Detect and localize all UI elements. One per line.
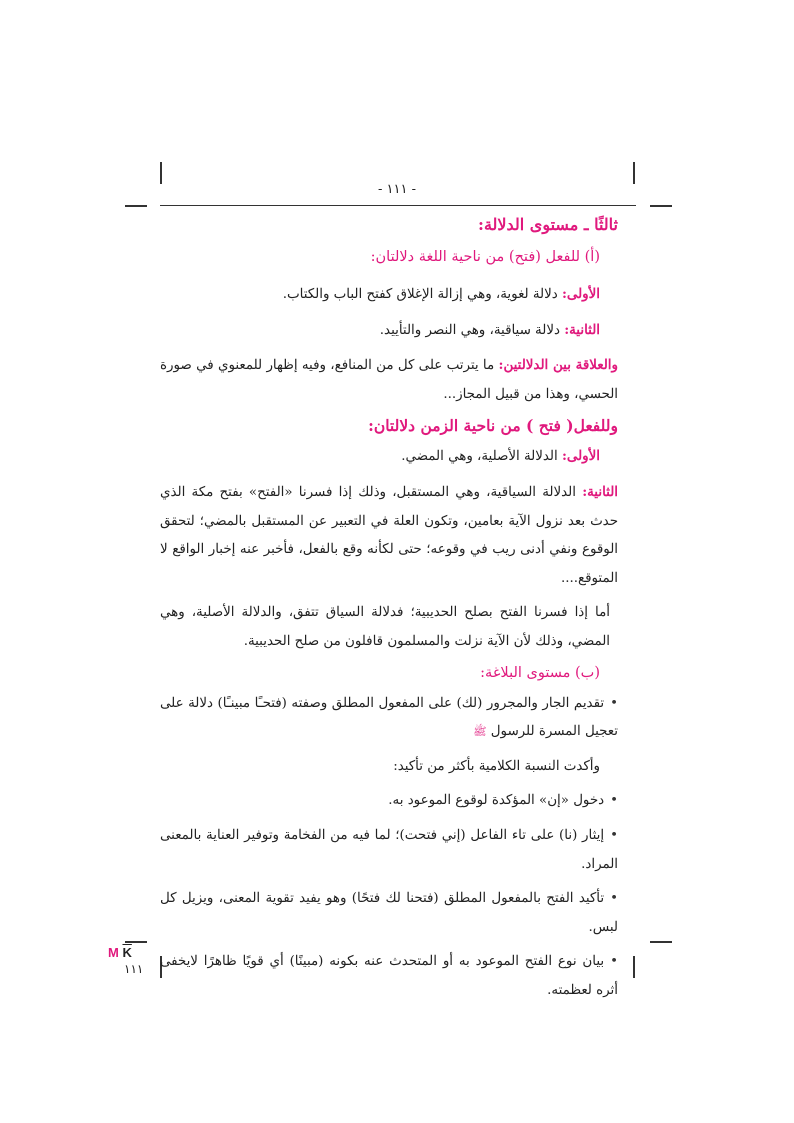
- page-content: [160, 208, 636, 1005]
- text-time-second: الدلالة السياقية، وهي المستقبل، وذلك إذا فسرنا «الفتح» بفتح مكة الذي حدث بعد نزول الآية بعامين، وتكون العلة في التعبير عن المستقبل بالمضي؛ لتحقق الوقوع ونفي أدنى ريب في وقوعه؛ حتى لكأنه وقع بالفعل، فأخبر عنه إخبار الواقع لا المتوقع....: [160, 484, 618, 586]
- text-time-first: الدلالة الأصلية، وهي المضي.: [401, 449, 562, 465]
- paragraph-relation: [160, 351, 618, 409]
- bullet-item: • بيان نوع الفتح الموعود به أو المتحدث عنه بكونه (مبينًا) أي قويًا ظاهرًا لايخفى أثره لعظمته.: [160, 948, 618, 1005]
- header-rule: [160, 205, 636, 206]
- paragraph-second-meaning: [160, 316, 600, 346]
- subheading-time: وللفعل( فتح ) من ناحية الزمن دلالتان:: [368, 416, 618, 436]
- paragraph-first-meaning: [160, 280, 600, 310]
- pbuh-mark: ﷺ: [473, 725, 487, 739]
- page-number: - ١١١ -: [377, 182, 416, 197]
- bullet-item: • دخول «إن» المؤكدة لوقوع الموعود به.: [160, 787, 618, 816]
- crop-mark: [160, 162, 162, 184]
- paragraph-emphasis-intro: وأكدت النسبة الكلامية بأكثر من تأكيد:: [393, 758, 600, 774]
- logo-k: $\overline{K}$: [122, 945, 132, 960]
- bullet-item: • إيثار (نا) على تاء الفاعل (إني فتحت)؛ لما فيه من الفخامة وتوفير العناية بالمعنى المراد.: [160, 822, 618, 879]
- crop-mark: [125, 941, 147, 943]
- footer-page-number: ١١١: [124, 962, 144, 976]
- paragraph-time-first: [160, 442, 600, 472]
- paragraph-hudaybiya: أما إذا فسرنا الفتح بصلح الحديبية؛ فدلالة السياق تتفق، والدلالة الأصلية، وهي المضي، وذلك لأن الآية نزلت والمسلمون قافلون من صلح الحديبية.: [160, 605, 610, 649]
- label-relation: والعلاقة بين الدلالتين:: [498, 357, 618, 374]
- crop-mark: [650, 205, 672, 207]
- text-second: دلالة سياقية، وهي النصر والتأييد.: [379, 322, 565, 338]
- subheading-a: (أ) للفعل (فتح) من ناحية اللغة دلالتان:: [370, 249, 600, 265]
- bullet-item: • تأكيد الفتح بالمفعول المطلق (فتحنا لك فتحًا) وهو يفيد تقوية المعنى، ويزيل كل لبس.: [160, 885, 618, 942]
- label-time-first: الأولى:: [561, 448, 600, 465]
- label-time-second: الثانية:: [582, 483, 618, 500]
- bullet-text: تقديم الجار والمجرور (لك) على المفعول المطلق وصفته (فتحـًا مبينـًا) دلالة على تعجيل المسرة للرسول: [160, 695, 618, 740]
- text-relation: ما يترتب على كل من المنافع، وفيه إظهار للمعنوي في صورة الحسي، وهذا من قبيل المجاز...: [160, 358, 618, 402]
- crop-mark: [125, 205, 147, 207]
- publisher-logo: [108, 946, 132, 960]
- section-heading: ثالثًا ـ مستوى الدلالة:: [478, 215, 618, 234]
- label-first: الأولى:: [561, 286, 600, 302]
- label-second: الثانية:: [564, 321, 600, 338]
- paragraph-time-second: [160, 478, 618, 593]
- text-first: دلالة لغوية، وهي إزالة الإغلاق كفتح الباب والكتاب.: [282, 287, 562, 302]
- bullet-item: [160, 690, 618, 747]
- crop-mark: [633, 162, 635, 184]
- crop-mark: [650, 941, 672, 943]
- logo-m: M: [108, 945, 119, 960]
- subheading-b: (ب) مستوى البلاغة:: [480, 664, 600, 681]
